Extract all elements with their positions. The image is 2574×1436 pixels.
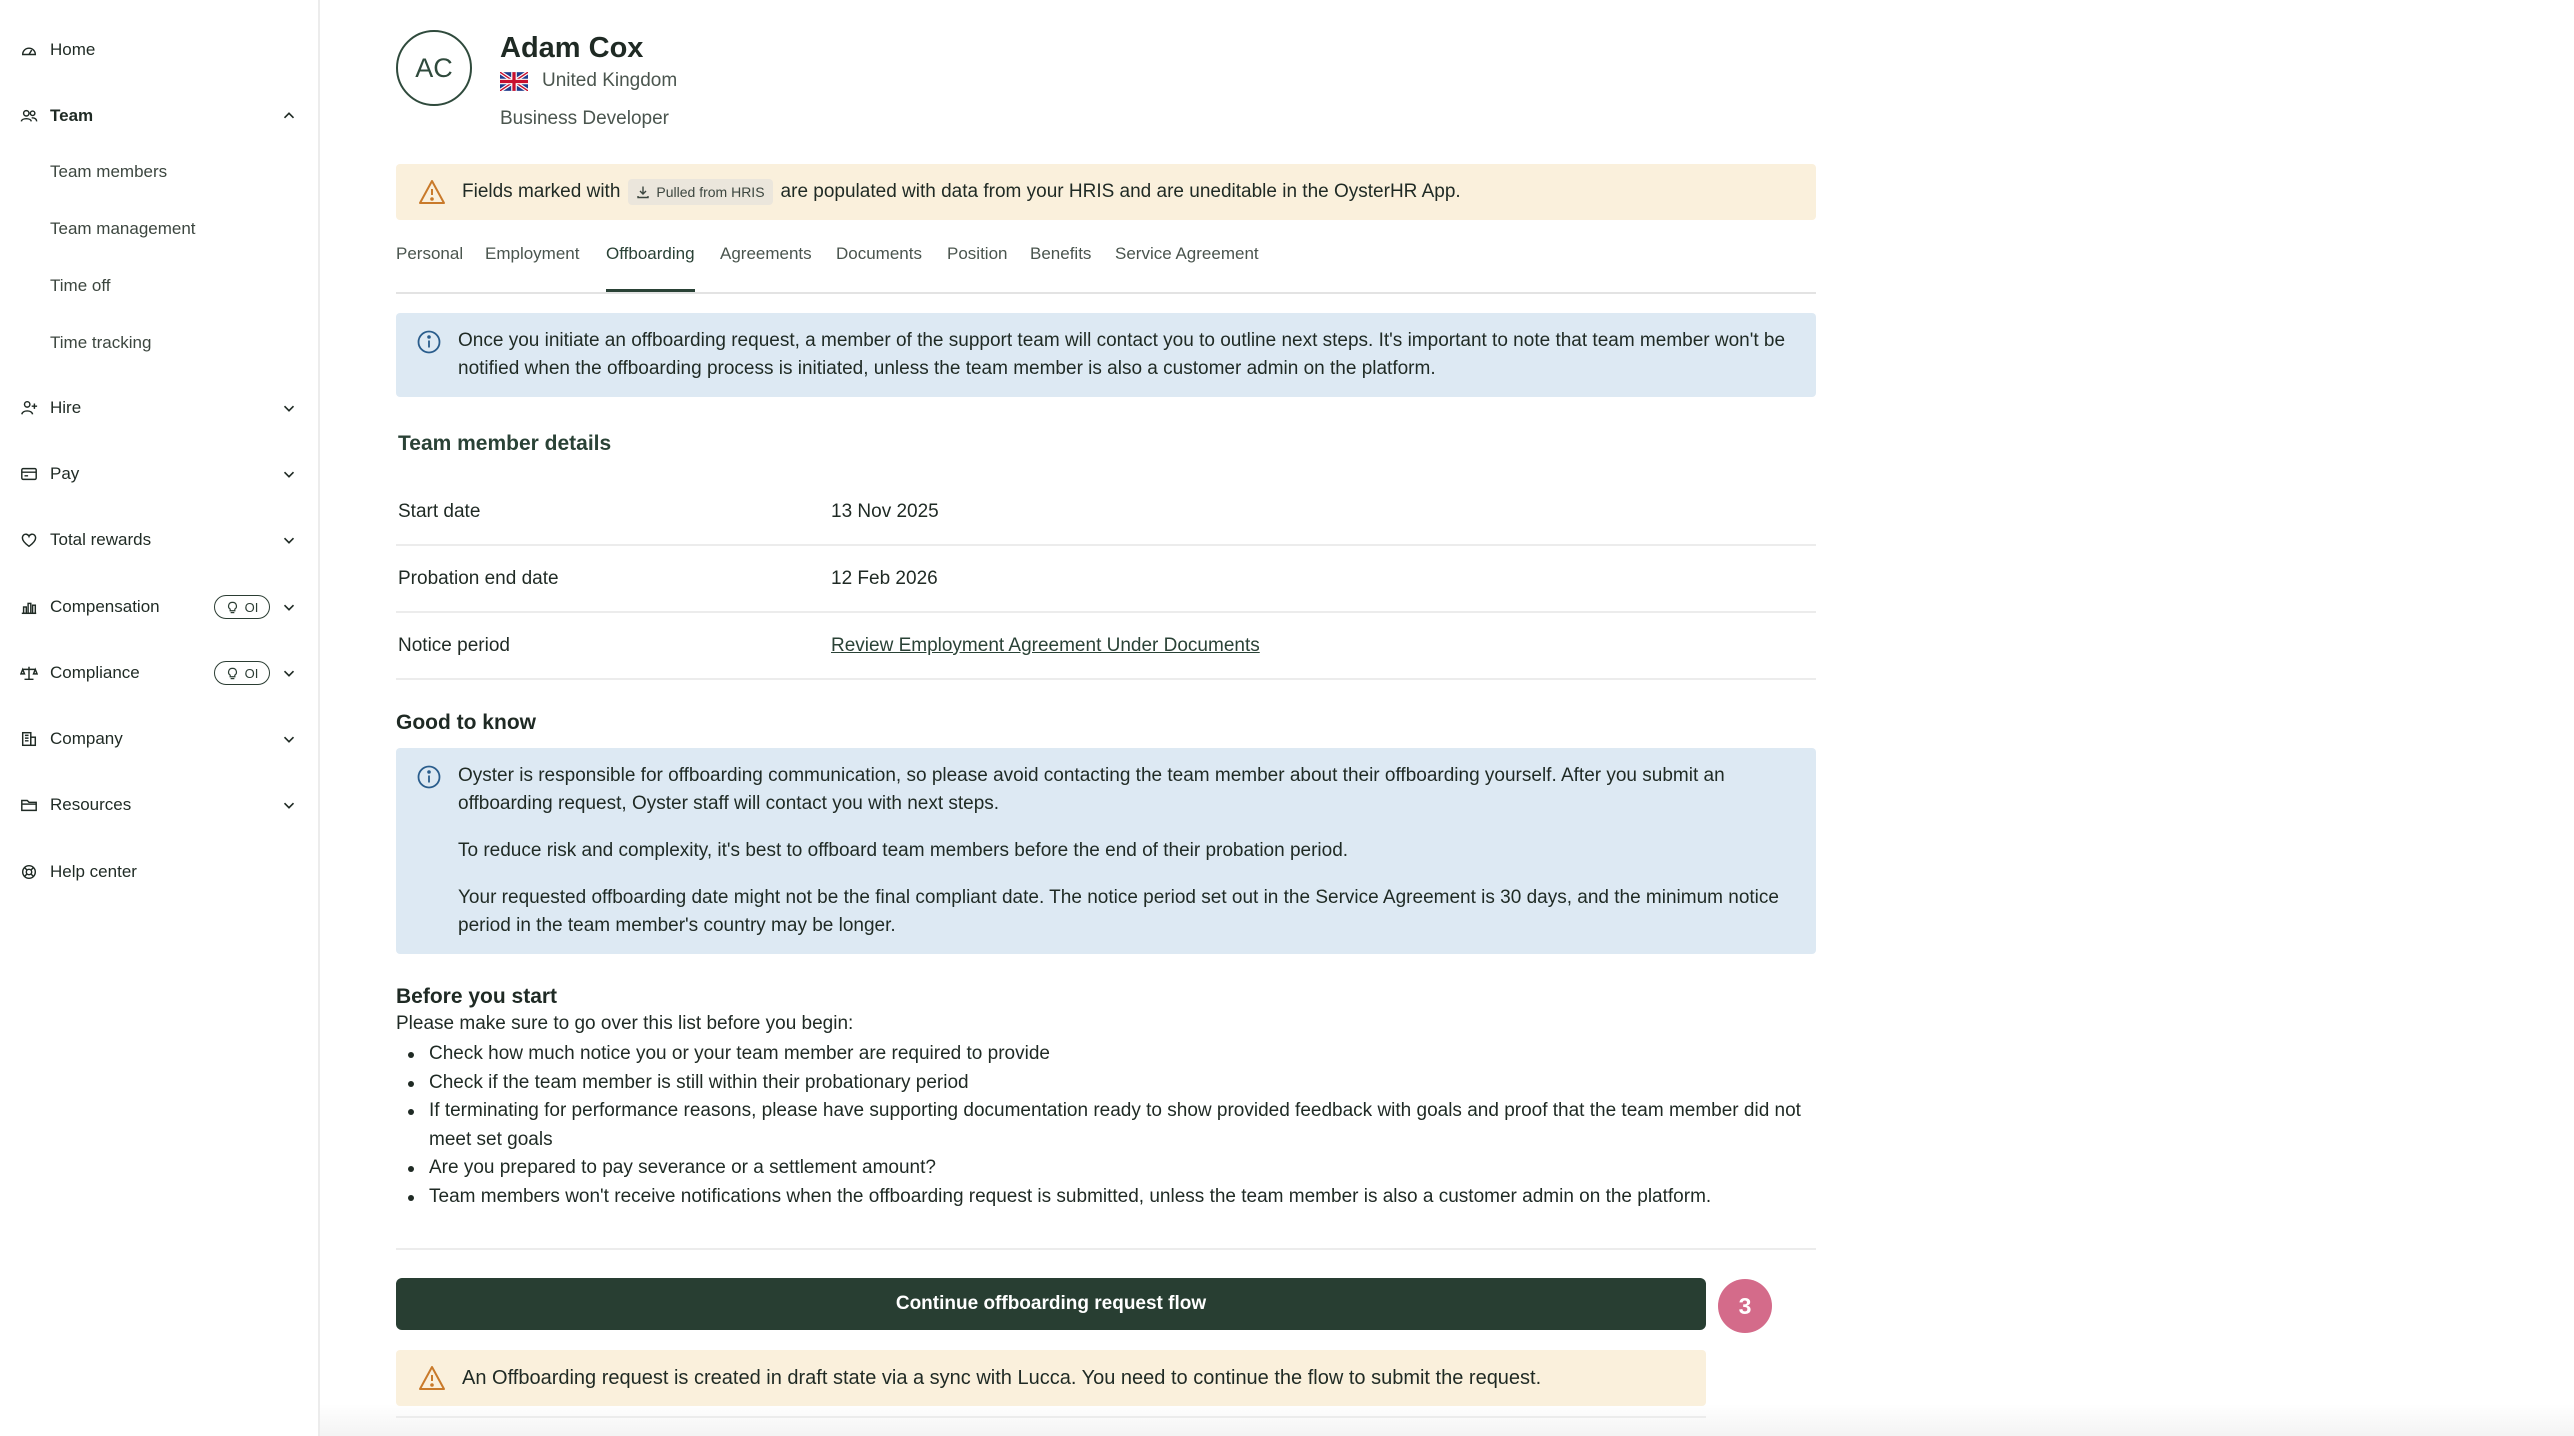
tab-employment[interactable]: Employment: [485, 244, 580, 263]
lightbulb-icon: [226, 601, 239, 614]
banner-text-after: are populated with data from your HRIS and are uneditable in the OysterHR App.: [780, 181, 1461, 202]
tab-agreements[interactable]: Agreements: [720, 244, 812, 263]
person-add-icon: [20, 399, 38, 417]
sidebar-item-label: Total rewards: [50, 530, 152, 549]
tab-position[interactable]: Position: [947, 244, 1008, 263]
detail-label: Notice period: [398, 635, 510, 656]
info-paragraph: Your requested offboarding date might not be the final compliant date. The notice period set out in the Service Agreement is 30 days, and the minimum notice period in the team member's country may be longer.: [458, 887, 1779, 936]
profile-tabs: [396, 240, 1816, 294]
chevron-down-icon: [280, 399, 298, 417]
sidebar-item-label: Team: [50, 106, 94, 125]
chevron-down-icon: [280, 664, 298, 682]
sidebar-item-label: Company: [50, 729, 123, 748]
detail-row-probation-end: [396, 546, 1816, 613]
divider: [396, 1248, 1816, 1250]
bottom-fade: [320, 1404, 2574, 1436]
team-member-country: [500, 70, 677, 92]
heart-icon: [20, 531, 38, 549]
hris-chip: [628, 179, 772, 205]
sidebar-item-label: Help center: [50, 862, 137, 881]
sidebar-item-label: Resources: [50, 795, 132, 814]
offboarding-info-banner: [396, 313, 1816, 397]
tab-service-agreement[interactable]: Service Agreement: [1115, 244, 1259, 263]
list-item: Check how much notice you or your team member are required to provide: [396, 1040, 1816, 1069]
sidebar-item-label: Compensation: [50, 597, 160, 616]
team-icon: [20, 107, 38, 125]
tab-personal[interactable]: Personal: [396, 244, 464, 263]
sidebar-item-resources[interactable]: [0, 783, 320, 827]
sidebar-subitem-team-management[interactable]: Team management: [50, 219, 196, 238]
chevron-down-icon: [280, 465, 298, 483]
sidebar-item-label: Pay: [50, 464, 80, 483]
avatar: AC: [396, 30, 472, 106]
team-member-name: Adam Cox: [500, 32, 644, 64]
hris-chip-label: Pulled from HRIS: [656, 184, 765, 200]
step-badge: 3: [1718, 1279, 1772, 1333]
sidebar-item-team[interactable]: [0, 94, 320, 138]
continue-offboarding-button[interactable]: Continue offboarding request flow: [396, 1278, 1706, 1330]
review-agreement-link[interactable]: Review Employment Agreement Under Documents: [831, 635, 1260, 656]
list-item: Team members won't receive notifications when the offboarding request is submitted, unless the team member is also a customer admin on the platform.: [396, 1183, 1816, 1212]
chevron-down-icon: [280, 531, 298, 549]
sidebar: [0, 0, 320, 1436]
detail-row-notice-period: [396, 613, 1816, 680]
sidebar-item-label: Home: [50, 40, 96, 59]
warning-icon: [418, 1365, 446, 1391]
list-item: Are you prepared to pay severance or a settlement amount?: [396, 1154, 1816, 1183]
sidebar-item-home[interactable]: [0, 28, 320, 72]
detail-label: Start date: [398, 501, 481, 522]
banner-text-before: Fields marked with: [462, 181, 621, 202]
info-icon: [416, 764, 442, 790]
sidebar-item-company[interactable]: [0, 717, 320, 761]
sidebar-item-hire[interactable]: [0, 386, 320, 430]
scale-icon: [20, 664, 38, 682]
detail-value: 12 Feb 2026: [831, 568, 938, 589]
sidebar-item-pay[interactable]: [0, 452, 320, 496]
before-you-start-checklist: [396, 1040, 1816, 1211]
tab-offboarding[interactable]: Offboarding: [606, 244, 695, 292]
building-icon: [20, 730, 38, 748]
sidebar-item-label: Compliance: [50, 663, 140, 682]
chevron-down-icon: [280, 796, 298, 814]
tab-documents[interactable]: Documents: [836, 244, 922, 263]
sidebar-subitem-team-members[interactable]: Team members: [50, 162, 168, 181]
chevron-up-icon: [280, 107, 298, 125]
good-to-know-title: Good to know: [396, 711, 536, 734]
sidebar-item-label: Hire: [50, 398, 82, 417]
info-icon: [416, 329, 442, 355]
download-icon: [636, 185, 650, 199]
info-paragraph: To reduce risk and complexity, it's best to offboard team members before the end of their probation period.: [458, 840, 1349, 861]
list-item: If terminating for performance reasons, please have supporting documentation ready to show provided feedback with goals and proof that the team member did not meet set goals: [396, 1097, 1816, 1154]
info-paragraph: Oyster is responsible for offboarding communication, so please avoid contacting the team member about their offboarding yourself. After you submit an offboarding request, Oyster staff will contact you with next steps.: [458, 765, 1725, 814]
insight-badge: [214, 595, 270, 619]
good-to-know-banner: [396, 748, 1816, 954]
team-member-details-title: Team member details: [398, 432, 612, 455]
detail-label: Probation end date: [398, 568, 559, 589]
lifebuoy-icon: [20, 863, 38, 881]
bar-chart-icon: [20, 598, 38, 616]
folder-icon: [20, 796, 38, 814]
tab-benefits[interactable]: Benefits: [1030, 244, 1092, 263]
warning-icon: [418, 179, 446, 205]
sidebar-subitem-time-off[interactable]: Time off: [50, 276, 111, 295]
chevron-down-icon: [280, 598, 298, 616]
card-icon: [20, 465, 38, 483]
draft-warning-banner: [396, 1350, 1706, 1406]
before-you-start-title: Before you start: [396, 985, 558, 1008]
country-label: United Kingdom: [542, 70, 678, 91]
detail-value: 13 Nov 2025: [831, 501, 939, 522]
detail-row-start-date: [396, 479, 1816, 546]
list-item: Check if the team member is still within their probationary period: [396, 1069, 1816, 1098]
home-icon: [20, 41, 38, 59]
info-text: Once you initiate an offboarding request, a member of the support team will contact you to outline next steps. It's important to note that team member won't be notified when the offboarding process is initiated, unless the team member is also a customer admin on the platform.: [458, 330, 1786, 379]
sidebar-item-compliance[interactable]: [0, 651, 320, 695]
team-member-role: Business Developer: [500, 108, 669, 129]
insight-badge: [214, 661, 270, 685]
uk-flag-icon: [500, 72, 528, 91]
sidebar-item-total-rewards[interactable]: [0, 518, 320, 562]
before-you-start-intro: Please make sure to go over this list before you begin:: [396, 1013, 854, 1034]
sidebar-subitem-time-tracking[interactable]: Time tracking: [50, 333, 152, 352]
sidebar-item-help-center[interactable]: [0, 850, 320, 894]
lightbulb-icon: [226, 667, 239, 680]
draft-warning-text: An Offboarding request is created in draft state via a sync with Lucca. You need to continue the flow to submit the request.: [462, 1366, 1542, 1389]
badge-label: OI: [244, 599, 259, 615]
hris-warning-banner: [396, 164, 1816, 220]
chevron-down-icon: [280, 730, 298, 748]
badge-label: OI: [244, 665, 259, 681]
sidebar-item-compensation[interactable]: [0, 585, 320, 629]
